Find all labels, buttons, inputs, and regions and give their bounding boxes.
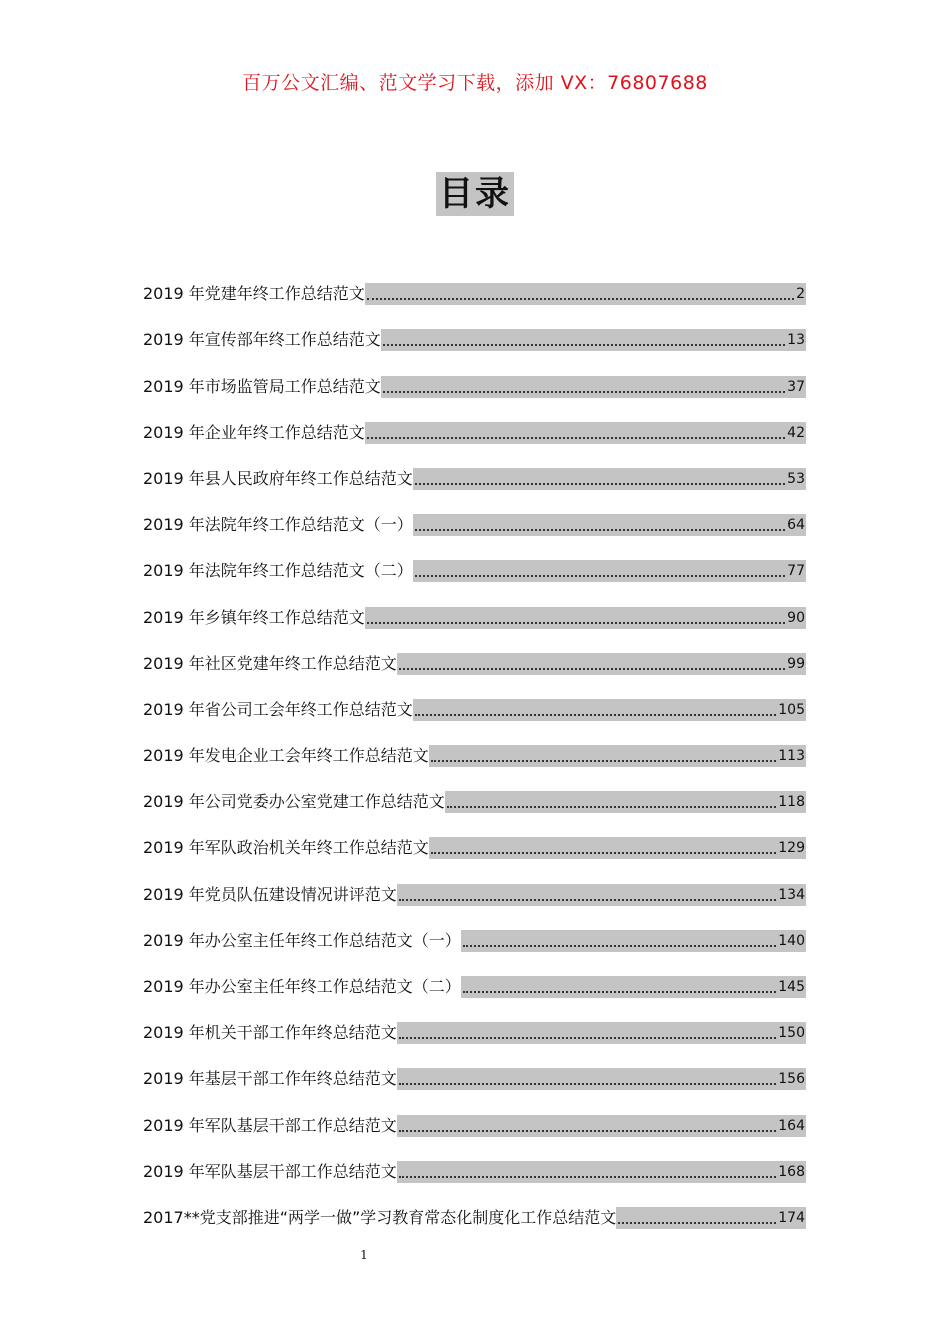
toc-entry-title: 2019 年军队基层干部工作总结范文 bbox=[143, 1115, 397, 1135]
title-wrap bbox=[0, 172, 950, 216]
toc-leader bbox=[397, 884, 806, 906]
toc-page-number: 90 bbox=[787, 609, 805, 626]
toc-leader bbox=[381, 376, 806, 398]
toc-leader bbox=[365, 607, 806, 629]
toc-page-number: 145 bbox=[778, 979, 805, 995]
toc-page-number: 77 bbox=[787, 563, 805, 580]
toc-row[interactable] bbox=[143, 490, 806, 536]
toc-page-number: 118 bbox=[778, 794, 805, 811]
toc-entry-title: 2019 年企业年终工作总结范文 bbox=[143, 422, 365, 442]
toc-leader bbox=[413, 468, 806, 490]
toc-page-number: 42 bbox=[787, 424, 805, 441]
toc-entry-title: 2019 年乡镇年终工作总结范文 bbox=[143, 607, 365, 627]
toc-row[interactable] bbox=[143, 536, 806, 582]
toc-row[interactable] bbox=[143, 952, 806, 998]
toc-leader bbox=[381, 329, 806, 351]
toc-leader bbox=[397, 1115, 806, 1137]
toc-entry-title: 2019 年法院年终工作总结范文（一） bbox=[143, 515, 413, 535]
toc-page-number: 99 bbox=[787, 655, 805, 672]
toc-row[interactable] bbox=[143, 859, 806, 905]
toc-row[interactable] bbox=[143, 813, 806, 859]
toc-row[interactable] bbox=[143, 259, 806, 305]
page-title: 目录 bbox=[436, 172, 514, 216]
toc-entry-title: 2019 年军队基层干部工作总结范文 bbox=[143, 1161, 397, 1181]
toc-leader bbox=[397, 1068, 806, 1090]
toc-entry-title: 2019 年办公室主任年终工作总结范文（二） bbox=[143, 977, 461, 996]
toc-row[interactable] bbox=[143, 305, 806, 351]
toc-entry-title: 2019 年党建年终工作总结范文 bbox=[143, 284, 365, 304]
toc-entry-title: 2019 年法院年终工作总结范文（二） bbox=[143, 561, 413, 581]
toc-row[interactable] bbox=[143, 629, 806, 675]
toc-entry-title: 2019 年机关干部工作年终总结范文 bbox=[143, 1023, 397, 1043]
toc-page-number: 37 bbox=[787, 378, 805, 395]
toc-page-number: 174 bbox=[778, 1209, 805, 1226]
header-banner: 百万公文汇编、范文学习下载，添加 VX：76807688 bbox=[242, 72, 708, 94]
toc-leader bbox=[413, 699, 806, 721]
table-of-contents bbox=[143, 259, 806, 1229]
toc-entry-title: 2019 年市场监管局工作总结范文 bbox=[143, 376, 381, 396]
toc-page-number: 129 bbox=[778, 840, 805, 857]
toc-leader bbox=[365, 422, 806, 444]
toc-entry-title: 2019 年宣传部年终工作总结范文 bbox=[143, 330, 381, 350]
toc-page-number: 140 bbox=[778, 932, 805, 949]
toc-entry-title: 2019 年发电企业工会年终工作总结范文 bbox=[143, 746, 429, 766]
toc-entry-title: 2019 年基层干部工作年终总结范文 bbox=[143, 1069, 397, 1089]
toc-leader bbox=[413, 514, 806, 536]
toc-page-number: 156 bbox=[778, 1071, 805, 1088]
toc-leader bbox=[413, 560, 806, 582]
toc-page-number: 2 bbox=[796, 286, 805, 303]
toc-entry-title: 2019 年公司党委办公室党建工作总结范文 bbox=[143, 792, 445, 812]
toc-row[interactable] bbox=[143, 906, 806, 952]
toc-leader bbox=[397, 653, 806, 675]
toc-row[interactable] bbox=[143, 998, 806, 1044]
toc-row[interactable] bbox=[143, 582, 806, 628]
page-number: 1 bbox=[360, 1248, 368, 1262]
toc-page-number: 53 bbox=[787, 470, 805, 487]
toc-row[interactable] bbox=[143, 1183, 806, 1229]
toc-row[interactable] bbox=[143, 398, 806, 444]
toc-page-number: 105 bbox=[778, 701, 805, 718]
toc-entry-title: 2017**党支部推进“两学一做”学习教育常态化制度化工作总结范文 bbox=[143, 1207, 617, 1227]
toc-leader bbox=[445, 791, 806, 813]
toc-row[interactable] bbox=[143, 1090, 806, 1136]
toc-page-number: 164 bbox=[778, 1117, 805, 1134]
toc-page-number: 168 bbox=[778, 1163, 805, 1180]
toc-leader bbox=[616, 1207, 806, 1229]
toc-page-number: 113 bbox=[778, 748, 805, 765]
toc-leader bbox=[397, 1161, 806, 1183]
toc-entry-title: 2019 年社区党建年终工作总结范文 bbox=[143, 653, 397, 673]
toc-entry-title: 2019 年办公室主任年终工作总结范文（一） bbox=[143, 930, 461, 950]
toc-leader bbox=[397, 1022, 806, 1044]
toc-page-number: 134 bbox=[778, 886, 805, 903]
toc-page-number: 64 bbox=[787, 517, 805, 534]
toc-leader bbox=[429, 837, 806, 859]
toc-leader bbox=[365, 283, 806, 305]
toc-leader bbox=[461, 930, 806, 952]
toc-row[interactable] bbox=[143, 675, 806, 721]
toc-row[interactable] bbox=[143, 767, 806, 813]
toc-entry-title: 2019 年军队政治机关年终工作总结范文 bbox=[143, 838, 429, 858]
toc-leader bbox=[461, 976, 806, 998]
toc-page-number: 13 bbox=[787, 332, 805, 349]
toc-row[interactable] bbox=[143, 351, 806, 397]
toc-entry-title: 2019 年党员队伍建设情况讲评范文 bbox=[143, 884, 397, 904]
toc-page-number: 150 bbox=[778, 1025, 805, 1042]
toc-row[interactable] bbox=[143, 1044, 806, 1090]
toc-entry-title: 2019 年省公司工会年终工作总结范文 bbox=[143, 699, 413, 719]
toc-row[interactable] bbox=[143, 721, 806, 767]
toc-entry-title: 2019 年县人民政府年终工作总结范文 bbox=[143, 468, 413, 488]
toc-row[interactable] bbox=[143, 444, 806, 490]
toc-row[interactable] bbox=[143, 1137, 806, 1183]
toc-leader bbox=[429, 745, 806, 767]
